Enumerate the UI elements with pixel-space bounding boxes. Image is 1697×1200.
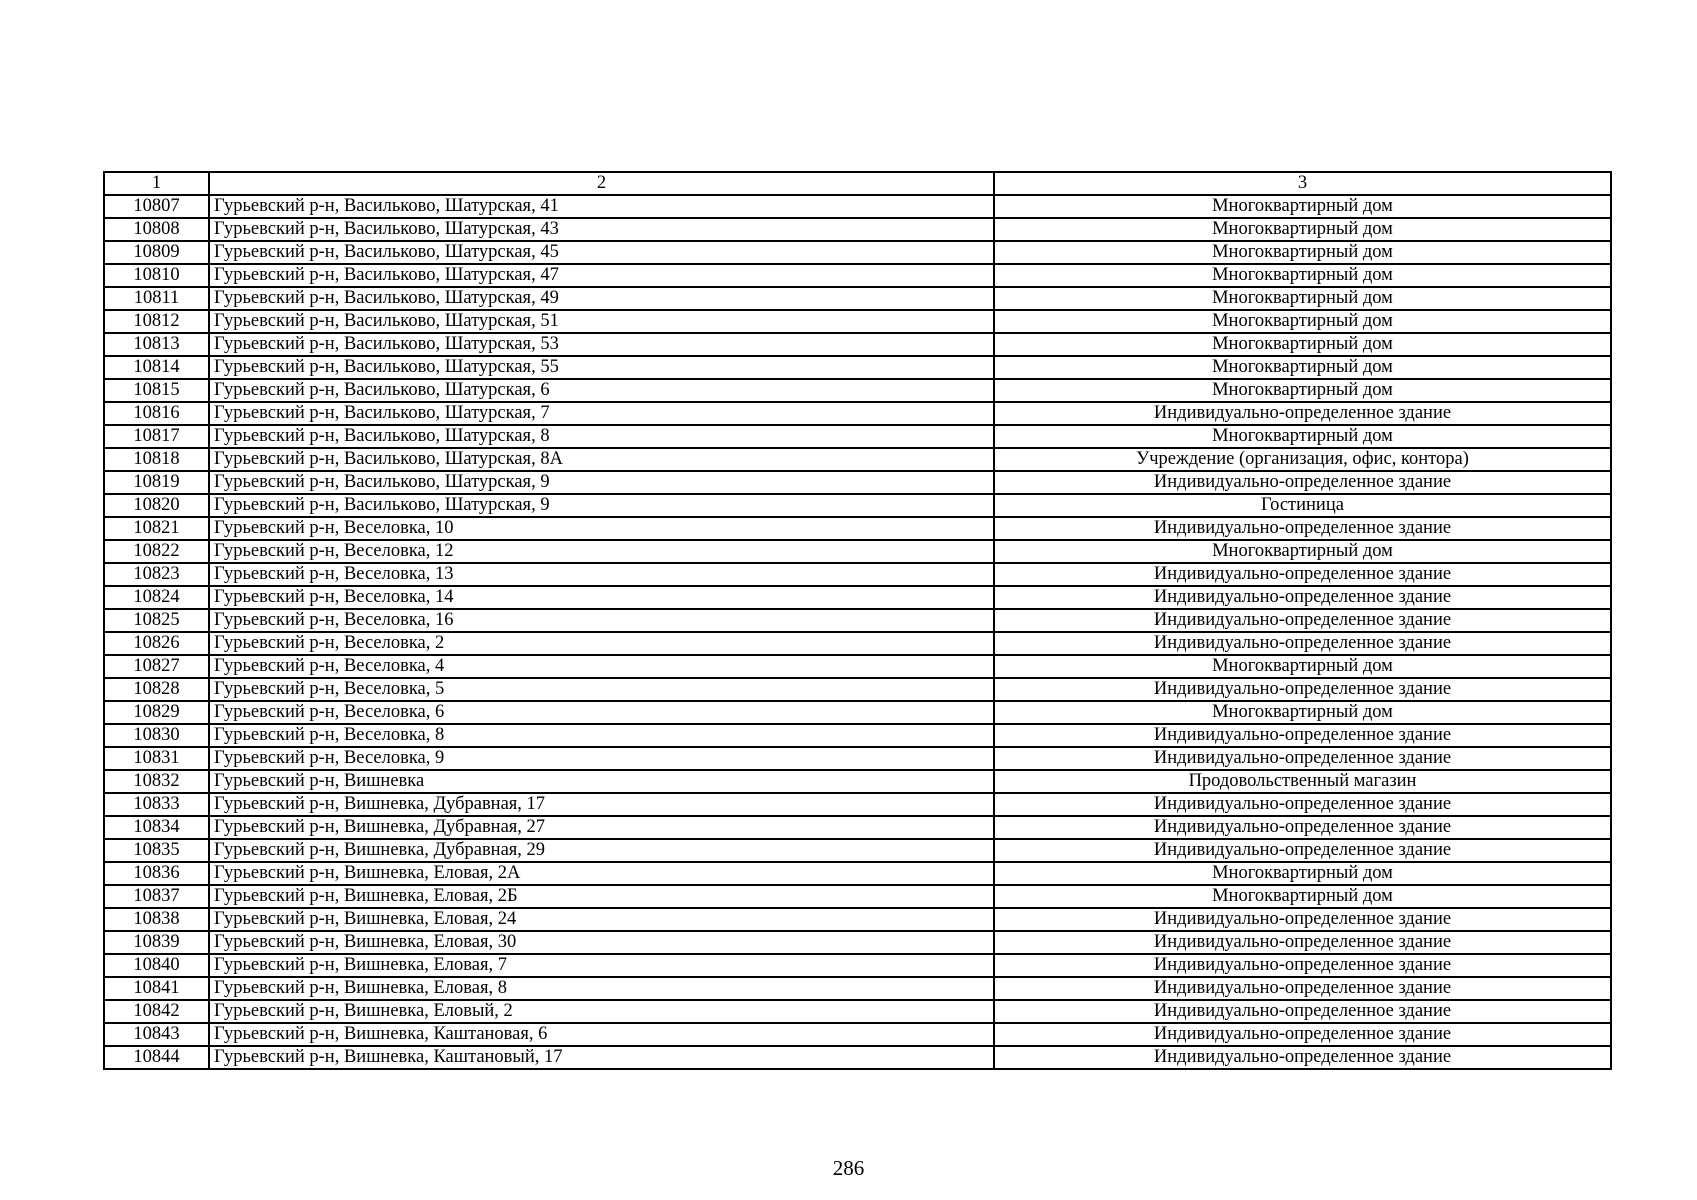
building-type-cell: Многоквартирный дом: [994, 655, 1611, 678]
building-type-cell: Многоквартирный дом: [994, 540, 1611, 563]
building-type-cell: Индивидуально-определенное здание: [994, 1046, 1611, 1069]
row-number-cell: 10827: [104, 655, 209, 678]
building-type-cell: Индивидуально-определенное здание: [994, 977, 1611, 1000]
building-type-cell: Многоквартирный дом: [994, 333, 1611, 356]
row-number-cell: 10835: [104, 839, 209, 862]
building-type-cell: Индивидуально-определенное здание: [994, 678, 1611, 701]
table-row: [104, 333, 1611, 356]
building-type-cell: Многоквартирный дом: [994, 195, 1611, 218]
building-type-cell: Индивидуально-определенное здание: [994, 908, 1611, 931]
address-cell: Гурьевский р-н, Васильково, Шатурская, 51: [209, 310, 994, 333]
address-cell: Гурьевский р-н, Васильково, Шатурская, 8А: [209, 448, 994, 471]
building-type-cell: Индивидуально-определенное здание: [994, 609, 1611, 632]
address-cell: Гурьевский р-н, Вишневка, Дубравная, 17: [209, 793, 994, 816]
address-cell: Гурьевский р-н, Веселовка, 16: [209, 609, 994, 632]
address-cell: Гурьевский р-н, Вишневка, Еловая, 2Б: [209, 885, 994, 908]
address-cell: Гурьевский р-н, Васильково, Шатурская, 7: [209, 402, 994, 425]
table-row: [104, 954, 1611, 977]
address-cell: Гурьевский р-н, Васильково, Шатурская, 9: [209, 494, 994, 517]
table-row: [104, 977, 1611, 1000]
address-cell: Гурьевский р-н, Вишневка, Дубравная, 29: [209, 839, 994, 862]
building-type-cell: Многоквартирный дом: [994, 356, 1611, 379]
building-type-cell: Индивидуально-определенное здание: [994, 1023, 1611, 1046]
row-number-cell: 10832: [104, 770, 209, 793]
table-row: [104, 885, 1611, 908]
row-number-cell: 10844: [104, 1046, 209, 1069]
table-row: [104, 540, 1611, 563]
row-number-cell: 10826: [104, 632, 209, 655]
address-cell: Гурьевский р-н, Вишневка: [209, 770, 994, 793]
row-number-cell: 10843: [104, 1023, 209, 1046]
address-cell: Гурьевский р-н, Вишневка, Еловая, 24: [209, 908, 994, 931]
table-row: [104, 632, 1611, 655]
address-cell: Гурьевский р-н, Веселовка, 6: [209, 701, 994, 724]
row-number-cell: 10842: [104, 1000, 209, 1023]
address-cell: Гурьевский р-н, Вишневка, Еловая, 30: [209, 931, 994, 954]
table-row: [104, 471, 1611, 494]
table-row: [104, 793, 1611, 816]
table-row: [104, 448, 1611, 471]
address-cell: Гурьевский р-н, Веселовка, 8: [209, 724, 994, 747]
building-type-cell: Многоквартирный дом: [994, 241, 1611, 264]
row-number-cell: 10831: [104, 747, 209, 770]
table-row: [104, 563, 1611, 586]
row-number-cell: 10812: [104, 310, 209, 333]
building-type-cell: Индивидуально-определенное здание: [994, 747, 1611, 770]
column-header-3: 3: [994, 172, 1611, 195]
table-row: [104, 310, 1611, 333]
address-cell: Гурьевский р-н, Вишневка, Еловая, 2А: [209, 862, 994, 885]
building-type-cell: Индивидуально-определенное здание: [994, 1000, 1611, 1023]
address-cell: Гурьевский р-н, Васильково, Шатурская, 49: [209, 287, 994, 310]
table-row: [104, 655, 1611, 678]
row-number-cell: 10822: [104, 540, 209, 563]
address-cell: Гурьевский р-н, Вишневка, Еловая, 7: [209, 954, 994, 977]
table-row: [104, 724, 1611, 747]
column-header-1: 1: [104, 172, 209, 195]
building-type-cell: Индивидуально-определенное здание: [994, 724, 1611, 747]
row-number-cell: 10809: [104, 241, 209, 264]
row-number-cell: 10815: [104, 379, 209, 402]
row-number-cell: 10830: [104, 724, 209, 747]
address-cell: Гурьевский р-н, Вишневка, Еловый, 2: [209, 1000, 994, 1023]
building-type-cell: Индивидуально-определенное здание: [994, 954, 1611, 977]
column-header-2: 2: [209, 172, 994, 195]
building-type-cell: Многоквартирный дом: [994, 425, 1611, 448]
building-type-cell: Многоквартирный дом: [994, 701, 1611, 724]
row-number-cell: 10807: [104, 195, 209, 218]
table-row: [104, 494, 1611, 517]
table-header-row: [104, 172, 1611, 195]
building-type-cell: Индивидуально-определенное здание: [994, 816, 1611, 839]
address-cell: Гурьевский р-н, Васильково, Шатурская, 53: [209, 333, 994, 356]
building-type-cell: Индивидуально-определенное здание: [994, 517, 1611, 540]
table-row: [104, 931, 1611, 954]
registry-table: [103, 171, 1612, 1070]
table-row: [104, 747, 1611, 770]
building-type-cell: Многоквартирный дом: [994, 862, 1611, 885]
address-cell: Гурьевский р-н, Вишневка, Дубравная, 27: [209, 816, 994, 839]
table-row: [104, 356, 1611, 379]
table-row: [104, 287, 1611, 310]
address-cell: Гурьевский р-н, Веселовка, 12: [209, 540, 994, 563]
building-type-cell: Индивидуально-определенное здание: [994, 471, 1611, 494]
row-number-cell: 10825: [104, 609, 209, 632]
address-cell: Гурьевский р-н, Васильково, Шатурская, 6: [209, 379, 994, 402]
row-number-cell: 10836: [104, 862, 209, 885]
address-cell: Гурьевский р-н, Веселовка, 9: [209, 747, 994, 770]
table-row: [104, 839, 1611, 862]
address-cell: Гурьевский р-н, Васильково, Шатурская, 41: [209, 195, 994, 218]
building-type-cell: Продовольственный магазин: [994, 770, 1611, 793]
row-number-cell: 10821: [104, 517, 209, 540]
row-number-cell: 10819: [104, 471, 209, 494]
row-number-cell: 10818: [104, 448, 209, 471]
building-type-cell: Индивидуально-определенное здание: [994, 839, 1611, 862]
row-number-cell: 10810: [104, 264, 209, 287]
table-row: [104, 264, 1611, 287]
row-number-cell: 10814: [104, 356, 209, 379]
building-type-cell: Индивидуально-определенное здание: [994, 931, 1611, 954]
table-row: [104, 586, 1611, 609]
table-row: [104, 1046, 1611, 1069]
building-type-cell: Индивидуально-определенное здание: [994, 793, 1611, 816]
table-row: [104, 862, 1611, 885]
row-number-cell: 10840: [104, 954, 209, 977]
row-number-cell: 10824: [104, 586, 209, 609]
building-type-cell: Многоквартирный дом: [994, 310, 1611, 333]
table-row: [104, 425, 1611, 448]
address-cell: Гурьевский р-н, Вишневка, Каштановая, 6: [209, 1023, 994, 1046]
table-row: [104, 678, 1611, 701]
row-number-cell: 10816: [104, 402, 209, 425]
table-row: [104, 379, 1611, 402]
building-type-cell: Многоквартирный дом: [994, 264, 1611, 287]
row-number-cell: 10823: [104, 563, 209, 586]
registry-table-body: [104, 172, 1611, 1069]
address-cell: Гурьевский р-н, Васильково, Шатурская, 45: [209, 241, 994, 264]
row-number-cell: 10813: [104, 333, 209, 356]
table-row: [104, 517, 1611, 540]
table-row: [104, 218, 1611, 241]
row-number-cell: 10829: [104, 701, 209, 724]
building-type-cell: Индивидуально-определенное здание: [994, 563, 1611, 586]
building-type-cell: Многоквартирный дом: [994, 287, 1611, 310]
table-row: [104, 701, 1611, 724]
page-number: 286: [832, 1156, 865, 1180]
building-type-cell: Индивидуально-определенное здание: [994, 632, 1611, 655]
building-type-cell: Гостиница: [994, 494, 1611, 517]
table-row: [104, 1023, 1611, 1046]
address-cell: Гурьевский р-н, Веселовка, 5: [209, 678, 994, 701]
address-cell: Гурьевский р-н, Васильково, Шатурская, 8: [209, 425, 994, 448]
address-cell: Гурьевский р-н, Веселовка, 2: [209, 632, 994, 655]
address-cell: Гурьевский р-н, Васильково, Шатурская, 47: [209, 264, 994, 287]
building-type-cell: Учреждение (организация, офис, контора): [994, 448, 1611, 471]
row-number-cell: 10817: [104, 425, 209, 448]
address-cell: Гурьевский р-н, Веселовка, 14: [209, 586, 994, 609]
row-number-cell: 10841: [104, 977, 209, 1000]
table-row: [104, 402, 1611, 425]
building-type-cell: Многоквартирный дом: [994, 885, 1611, 908]
table-row: [104, 770, 1611, 793]
row-number-cell: 10837: [104, 885, 209, 908]
address-cell: Гурьевский р-н, Васильково, Шатурская, 9: [209, 471, 994, 494]
address-cell: Гурьевский р-н, Веселовка, 10: [209, 517, 994, 540]
table-row: [104, 195, 1611, 218]
address-cell: Гурьевский р-н, Вишневка, Каштановый, 17: [209, 1046, 994, 1069]
row-number-cell: 10820: [104, 494, 209, 517]
address-cell: Гурьевский р-н, Васильково, Шатурская, 43: [209, 218, 994, 241]
table-row: [104, 816, 1611, 839]
address-cell: Гурьевский р-н, Вишневка, Еловая, 8: [209, 977, 994, 1000]
table-row: [104, 241, 1611, 264]
row-number-cell: 10839: [104, 931, 209, 954]
row-number-cell: 10828: [104, 678, 209, 701]
row-number-cell: 10811: [104, 287, 209, 310]
table-row: [104, 1000, 1611, 1023]
address-cell: Гурьевский р-н, Веселовка, 13: [209, 563, 994, 586]
address-cell: Гурьевский р-н, Васильково, Шатурская, 55: [209, 356, 994, 379]
row-number-cell: 10808: [104, 218, 209, 241]
building-type-cell: Индивидуально-определенное здание: [994, 586, 1611, 609]
building-type-cell: Многоквартирный дом: [994, 218, 1611, 241]
table-row: [104, 609, 1611, 632]
table-row: [104, 908, 1611, 931]
row-number-cell: 10833: [104, 793, 209, 816]
building-type-cell: Многоквартирный дом: [994, 379, 1611, 402]
row-number-cell: 10834: [104, 816, 209, 839]
building-type-cell: Индивидуально-определенное здание: [994, 402, 1611, 425]
row-number-cell: 10838: [104, 908, 209, 931]
address-cell: Гурьевский р-н, Веселовка, 4: [209, 655, 994, 678]
